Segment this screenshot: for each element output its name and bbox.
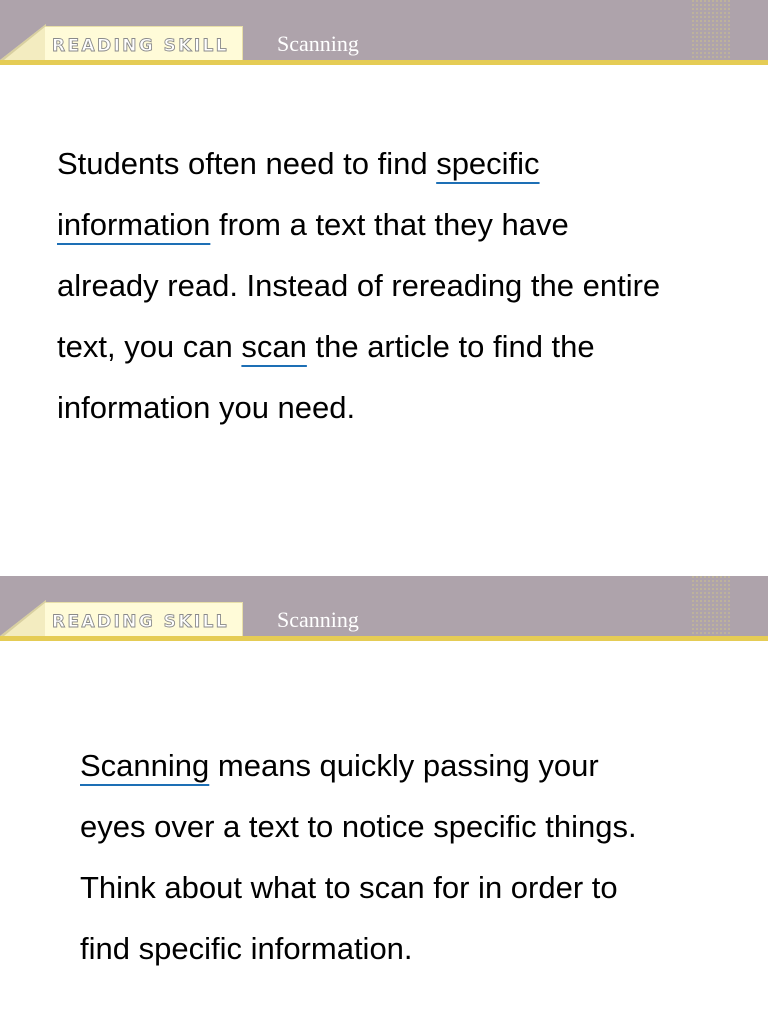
- keyword-information: information: [57, 207, 211, 242]
- text-line: [80, 735, 740, 796]
- keyword-specific: specific: [436, 146, 540, 181]
- corner-wedge-decoration: [0, 24, 48, 64]
- text-line: already read. Instead of rereading the entire: [57, 268, 661, 303]
- text-line: information you need.: [57, 390, 356, 425]
- text-run: Students often need to find: [57, 146, 437, 181]
- slide-header: [0, 576, 768, 640]
- text-run: the article to find the: [306, 329, 595, 364]
- header-underline: [0, 636, 768, 641]
- reading-skill-label: READING SKILL: [52, 36, 230, 56]
- slide-2: [0, 576, 768, 1024]
- text-run: text, you can: [57, 329, 242, 364]
- slide-header: [0, 0, 768, 64]
- keyword-scan: scan: [241, 329, 307, 364]
- text-line: [57, 194, 737, 255]
- text-line: eyes over a text to notice specific things.: [80, 809, 637, 844]
- text-line: [57, 133, 737, 194]
- text-line: Think about what to scan for in order to: [80, 870, 618, 905]
- slide-title: Scanning: [277, 607, 359, 632]
- slide-body-text: [80, 735, 740, 979]
- keyword-scanning: Scanning: [80, 748, 210, 783]
- slide-body-text: [57, 133, 737, 438]
- text-run: from a text that they have: [210, 207, 569, 242]
- reading-skill-label: READING SKILL: [52, 612, 230, 632]
- corner-wedge-decoration: [0, 600, 48, 640]
- text-run: means quickly passing your: [209, 748, 599, 783]
- text-line: [57, 316, 737, 377]
- text-line: find specific information.: [80, 931, 413, 966]
- header-underline: [0, 60, 768, 65]
- dotted-grid-pattern: [692, 576, 732, 636]
- dotted-grid-pattern: [692, 0, 732, 60]
- slide-title: Scanning: [277, 31, 359, 56]
